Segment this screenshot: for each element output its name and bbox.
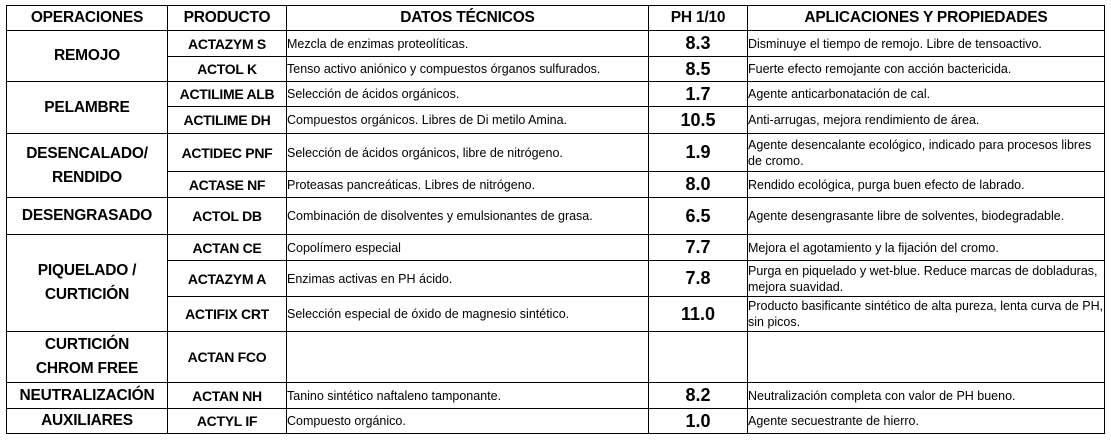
- operation-line: CHROM FREE: [35, 360, 139, 377]
- ph-value: 8.5: [649, 57, 748, 82]
- table-row: [7, 82, 1105, 107]
- ph-value: 8.2: [649, 383, 748, 409]
- operation-desengrasado: DESENGRASADO: [7, 198, 168, 235]
- aplicaciones: Agente anticarbonatación de cal.: [748, 82, 1105, 107]
- product-name: ACTIFIX CRT: [168, 297, 287, 332]
- table-row: [7, 31, 1105, 57]
- header-row: [7, 6, 1105, 31]
- product-name: ACTIDEC PNF: [168, 134, 287, 172]
- aplicaciones: Anti-arrugas, mejora rendimiento de área.: [748, 107, 1105, 134]
- aplicaciones: Purga en piquelado y wet-blue. Reduce marcas de dobladuras, mejora suavidad.: [748, 261, 1105, 297]
- ph-value: 11.0: [649, 297, 748, 332]
- operation-auxiliares: AUXILIARES: [7, 409, 168, 434]
- operation-line: DESENCALADO/: [26, 144, 148, 162]
- product-name: ACTAN CE: [168, 235, 287, 261]
- operation-pelambre: PELAMBRE: [7, 82, 168, 134]
- datos-tecnicos: Tenso activo aniónico y compuestos órganos sulfurados.: [287, 57, 649, 82]
- ph-value: [649, 332, 748, 383]
- datos-tecnicos: Copolímero especial: [287, 235, 649, 261]
- datos-tecnicos: Mezcla de enzimas proteolíticas.: [287, 31, 649, 57]
- product-name: ACTAZYM S: [168, 31, 287, 57]
- table-row: [7, 409, 1105, 434]
- product-name: ACTOL DB: [168, 198, 287, 235]
- operation-desencalado-rendido: [7, 134, 168, 198]
- table-row: [7, 261, 1105, 297]
- ph-value: 1.0: [649, 409, 748, 434]
- aplicaciones: Fuerte efecto remojante con acción bactericida.: [748, 57, 1105, 82]
- operation-curticion-chrom-free: [7, 332, 168, 383]
- aplicaciones: Disminuye el tiempo de remojo. Libre de tensoactivo.: [748, 31, 1105, 57]
- datos-tecnicos: Proteasas pancreáticas. Libres de nitrógeno.: [287, 172, 649, 198]
- header-producto: PRODUCTO: [168, 6, 287, 31]
- ph-value: 6.5: [649, 198, 748, 235]
- ph-value: 8.3: [649, 31, 748, 57]
- aplicaciones: [748, 332, 1105, 383]
- table-row: [7, 383, 1105, 409]
- datos-tecnicos: Selección de ácidos orgánicos.: [287, 82, 649, 107]
- product-name: ACTASE NF: [168, 172, 287, 198]
- operation-neutralizacion: NEUTRALIZACIÓN: [7, 383, 168, 409]
- operation-line: RENDIDO: [51, 168, 123, 186]
- product-name: ACTAN NH: [168, 383, 287, 409]
- aplicaciones: Rendido ecológica, purga buen efecto de labrado.: [748, 172, 1105, 198]
- table-row: [7, 134, 1105, 172]
- datos-tecnicos: Combinación de disolventes y emulsionantes de grasa.: [287, 198, 649, 235]
- ph-value: 1.7: [649, 82, 748, 107]
- table-row: [7, 107, 1105, 134]
- datos-tecnicos: Compuestos orgánicos. Libres de Di metilo Amina.: [287, 107, 649, 134]
- table-row: [7, 235, 1105, 261]
- datos-tecnicos: Enzimas activas en PH ácido.: [287, 261, 649, 297]
- datos-tecnicos: Compuesto orgánico.: [287, 409, 649, 434]
- product-name: ACTYL IF: [168, 409, 287, 434]
- table-row: [7, 297, 1105, 332]
- operation-line: CURTICIÓN: [44, 286, 130, 303]
- ph-value: 8.0: [649, 172, 748, 198]
- product-name: ACTAN FCO: [168, 332, 287, 383]
- operation-line: PIQUELADO /: [37, 262, 137, 279]
- operation-piquelado-curticion: [7, 235, 168, 332]
- aplicaciones: Mejora el agotamiento y la fijación del cromo.: [748, 235, 1105, 261]
- product-name: ACTILIME ALB: [168, 82, 287, 107]
- header-datos-tecnicos: DATOS TÉCNICOS: [287, 6, 649, 31]
- aplicaciones: Producto basificante sintético de alta pureza, lenta curva de PH, sin picos.: [748, 297, 1105, 332]
- ph-value: 10.5: [649, 107, 748, 134]
- header-ph: PH 1/10: [649, 6, 748, 31]
- operation-remojo: REMOJO: [7, 31, 168, 82]
- product-name: ACTILIME DH: [168, 107, 287, 134]
- table-row: [7, 172, 1105, 198]
- datos-tecnicos: Selección de ácidos orgánicos, libre de nitrógeno.: [287, 134, 649, 172]
- ph-value: 1.9: [649, 134, 748, 172]
- aplicaciones: Agente desencalante ecológico, indicado para procesos libres de cromo.: [748, 134, 1105, 172]
- operation-line: CURTICIÓN: [44, 336, 130, 353]
- table-row: [7, 198, 1105, 235]
- aplicaciones: Agente secuestrante de hierro.: [748, 409, 1105, 434]
- product-name: ACTAZYM A: [168, 261, 287, 297]
- product-name: ACTOL K: [168, 57, 287, 82]
- datos-tecnicos: [287, 332, 649, 383]
- aplicaciones: Neutralización completa con valor de PH bueno.: [748, 383, 1105, 409]
- table-row: [7, 57, 1105, 82]
- aplicaciones: Agente desengrasante libre de solventes, biodegradable.: [748, 198, 1105, 235]
- header-aplicaciones: APLICACIONES Y PROPIEDADES: [748, 6, 1105, 31]
- datos-tecnicos: Tanino sintético naftaleno tamponante.: [287, 383, 649, 409]
- datos-tecnicos: Selección especial de óxido de magnesio sintético.: [287, 297, 649, 332]
- header-operaciones: OPERACIONES: [7, 6, 168, 31]
- table-row: [7, 332, 1105, 383]
- ph-value: 7.8: [649, 261, 748, 297]
- products-table: [6, 5, 1105, 434]
- ph-value: 7.7: [649, 235, 748, 261]
